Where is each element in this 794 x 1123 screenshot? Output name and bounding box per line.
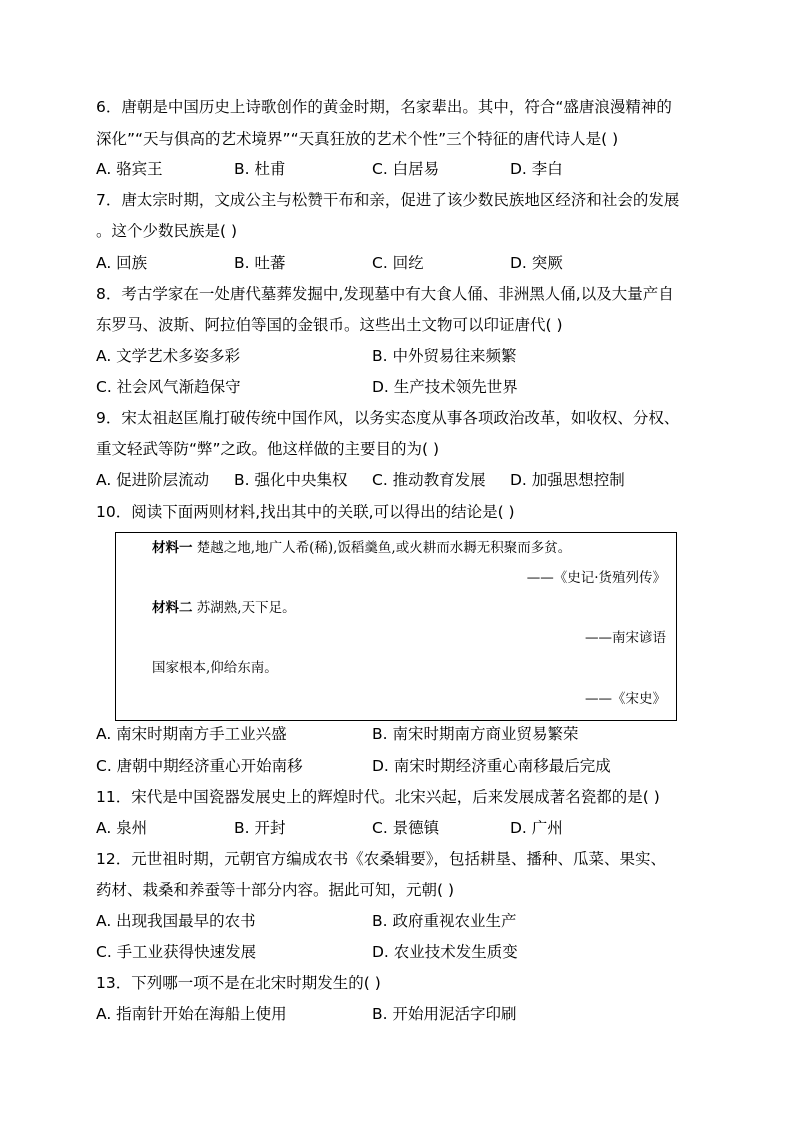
question-7-option-d: D. 突厥 xyxy=(510,254,563,272)
question-7-line-2: 。这个少数民族是( ) xyxy=(96,222,238,240)
question-6-option-d: D. 李白 xyxy=(510,160,563,178)
question-6-option-b: B. 杜甫 xyxy=(234,160,286,178)
question-12-option-a: A. 出现我国最早的农书 xyxy=(96,912,256,930)
material-2-body: 苏湖熟,天下足。 xyxy=(192,600,296,616)
question-8-option-d: D. 生产技术领先世界 xyxy=(372,378,518,396)
material-2-source: ——南宋谚语 xyxy=(585,630,666,646)
material-3-text: 国家根本,仰给东南。 xyxy=(152,660,278,676)
material-1-label: 材料一 xyxy=(152,540,193,556)
question-11-option-d: D. 广州 xyxy=(510,819,563,837)
question-12-option-d: D. 农业技术发生质变 xyxy=(372,943,518,961)
question-9-option-c: C. 推动教育发展 xyxy=(372,471,486,489)
question-8-option-a: A. 文学艺术多姿多彩 xyxy=(96,347,241,365)
question-12-line-2: 药材、栽桑和养蚕等十部分内容。据此可知，元朝( ) xyxy=(96,881,455,899)
question-9-option-a: A. 促进阶层流动 xyxy=(96,471,210,489)
material-1-text xyxy=(152,539,571,557)
question-10-option-a: A. 南宋时期南方手工业兴盛 xyxy=(96,725,287,743)
question-7-option-a: A. 回族 xyxy=(96,254,148,272)
material-2-text xyxy=(152,599,296,617)
question-12-option-b: B. 政府重视农业生产 xyxy=(372,912,517,930)
material-box xyxy=(115,532,677,721)
material-1-body: 楚越之地,地广人希(稀),饭稻羹鱼,或火耕而水耨无积聚而多贫。 xyxy=(192,540,572,556)
question-10-line-1: 10．阅读下面两则材料,找出其中的关联,可以得出的结论是( ) xyxy=(96,503,515,521)
question-8-option-b: B. 中外贸易往来频繁 xyxy=(372,347,517,365)
question-7-option-b: B. 吐蕃 xyxy=(234,254,286,272)
question-9-line-1: 9．宋太祖赵匡胤打破传统中国作风，以务实态度从事各项政治改革，如收权、分权、 xyxy=(96,409,680,427)
question-8-line-2: 东罗马、波斯、阿拉伯等国的金银币。这些出土文物可以印证唐代( ) xyxy=(96,316,563,334)
question-10-option-c: C. 唐朝中期经济重心开始南移 xyxy=(96,757,303,775)
question-6-option-a: A. 骆宾王 xyxy=(96,160,163,178)
question-7-line-1: 7．唐太宗时期，文成公主与松赞干布和亲，促进了该少数民族地区经济和社会的发展 xyxy=(96,191,680,209)
question-8-option-c: C. 社会风气渐趋保守 xyxy=(96,378,241,396)
material-1-source: ——《史记·货殖列传》 xyxy=(526,570,666,586)
question-13-option-a: A. 指南针开始在海船上使用 xyxy=(96,1005,287,1023)
question-11-option-c: C. 景德镇 xyxy=(372,819,440,837)
question-13-line-1: 13．下列哪一项不是在北宋时期发生的( ) xyxy=(96,974,381,992)
question-11-option-b: B. 开封 xyxy=(234,819,286,837)
material-3-source: ——《宋史》 xyxy=(585,691,666,707)
question-13-option-b: B. 开始用泥活字印刷 xyxy=(372,1005,517,1023)
question-6-line-2: 深化”“天与俱高的艺术境界”“天真狂放的艺术个性”三个特征的唐代诗人是( ) xyxy=(96,130,619,148)
question-11-line-1: 11．宋代是中国瓷器发展史上的辉煌时代。北宋兴起，后来发展成著名瓷都的是( ) xyxy=(96,788,660,806)
question-9-option-b: B. 强化中央集权 xyxy=(234,471,348,489)
question-6-line-1: 6．唐朝是中国历史上诗歌创作的黄金时期，名家辈出。其中，符合“盛唐浪漫精神的 xyxy=(96,98,672,116)
question-9-line-2: 重文轻武等防“弊”之政。他这样做的主要目的为( ) xyxy=(96,440,440,458)
question-9-option-d: D. 加强思想控制 xyxy=(510,471,625,489)
question-10-option-b: B. 南宋时期南方商业贸易繁荣 xyxy=(372,725,579,743)
question-7-option-c: C. 回纥 xyxy=(372,254,424,272)
question-6-option-c: C. 白居易 xyxy=(372,160,440,178)
question-12-line-1: 12．元世祖时期，元朝官方编成农书《农桑辑要》，包括耕垦、播种、瓜菜、果实、 xyxy=(96,850,666,868)
question-10-option-d: D. 南宋时期经济重心南移最后完成 xyxy=(372,757,611,775)
question-12-option-c: C. 手工业获得快速发展 xyxy=(96,943,257,961)
question-11-option-a: A. 泉州 xyxy=(96,819,148,837)
material-2-label: 材料二 xyxy=(152,600,193,616)
question-8-line-1: 8．考古学家在一处唐代墓葬发掘中,发现墓中有大食人俑、非洲黑人俑,以及大量产自 xyxy=(96,285,674,303)
